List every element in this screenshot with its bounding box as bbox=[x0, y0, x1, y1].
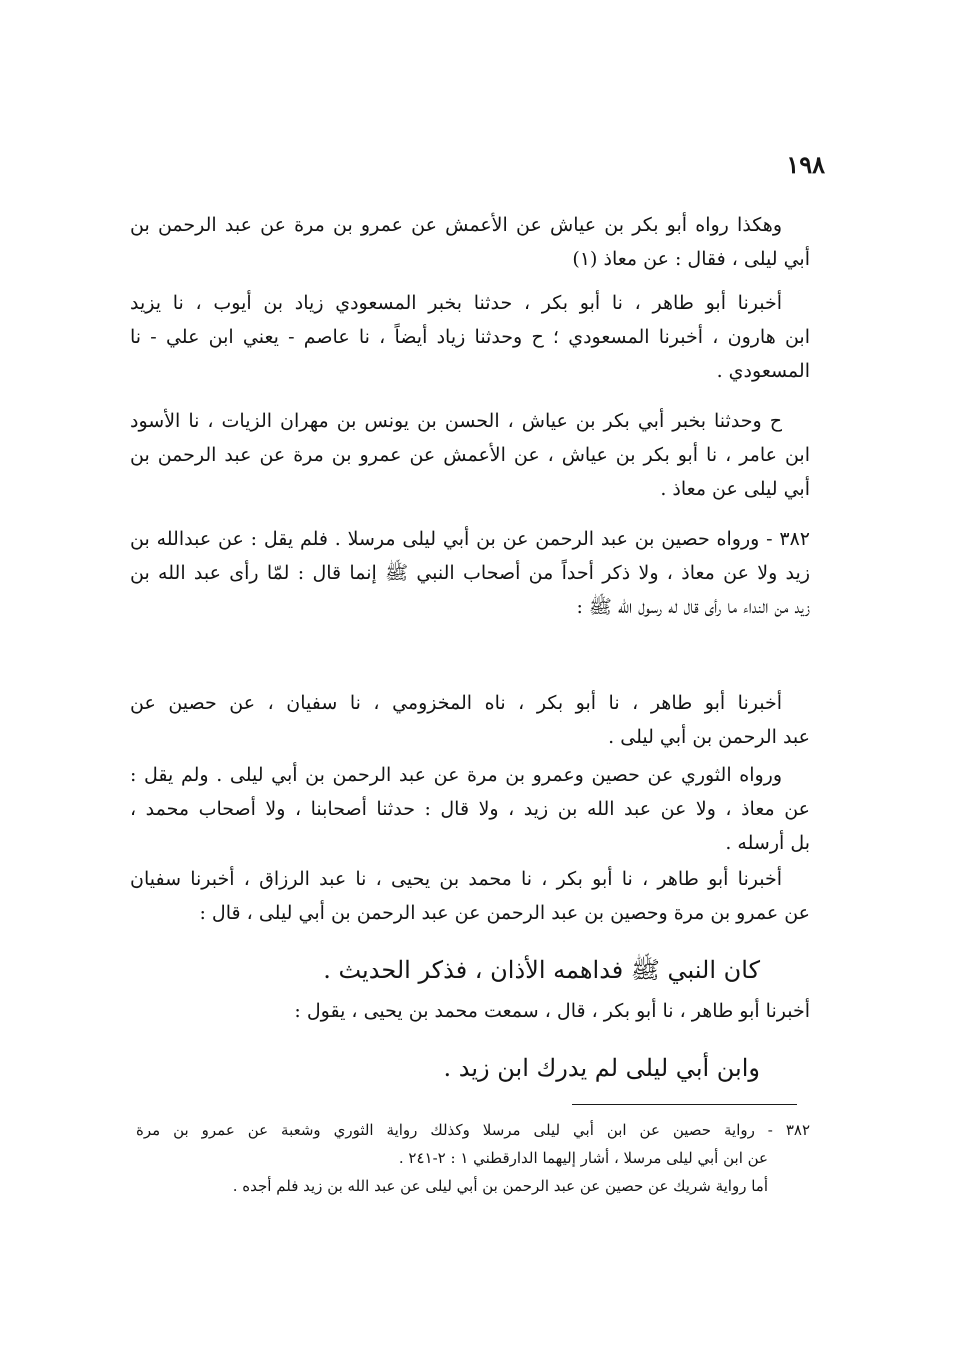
paragraph-3-line-2: ابن عامر ، نا أبو بكر بن عياش ، عن الأعمش عن عمرو بن مرة عن عبد الرحمن بن bbox=[130, 444, 810, 466]
paragraph-4-line-2: زيد ولا عن معاذ ، ولا ذكر أحداً من أصحاب النبي ﷺ إنما قال : لمّا رأى عبد الله بن bbox=[130, 562, 810, 584]
paragraph-7 bbox=[130, 862, 810, 930]
paragraph-2-line-3: المسعودي . bbox=[716, 360, 810, 382]
paragraph-4-line-3: زيد من النداء ما رأى قال له رسول الله ﷺ : bbox=[576, 596, 810, 618]
paragraph-5-line-1: أخبرنا أبو طاهر ، نا أبو بكر ، ناه المخزومي ، نا سفيان ، عن حصين عن bbox=[130, 692, 782, 714]
page-number: ١٩٨ bbox=[786, 150, 825, 179]
footnote-line-1: ٣٨٢ - رواية حصين عن ابن أبي ليلى مرسلا وكذلك رواية الثوري وشعبة عن عمرو بن مرة bbox=[136, 1121, 810, 1139]
paragraph-2-line-2: ابن هارون ، أخبرنا المسعودي ؛ ح وحدثنا زياد أيضاً ، نا عاصم - يعني ابن علي - نا bbox=[130, 326, 810, 348]
paragraph-1-line-2: أبي ليلى ، فقال : عن معاذ (١) bbox=[572, 248, 810, 270]
statement-quote-2: وابن أبي ليلى لم يدرك ابن زيد . bbox=[443, 1054, 760, 1082]
paragraph-6 bbox=[130, 758, 810, 860]
paragraph-6-line-1: ورواه الثوري عن حصين وعمرو بن مرة عن عبد الرحمن بن أبي ليلى . ولم يقل : bbox=[130, 764, 782, 786]
paragraph-2 bbox=[130, 286, 810, 388]
paragraph-7-line-2: عن عمرو بن مرة وحصين بن عبد الرحمن عن عبد الرحمن بن أبي ليلى ، قال : bbox=[199, 902, 810, 924]
paragraph-3-line-1: ح وحدثنا بخبر أبي بكر بن عياش ، الحسن بن يونس بن مهران الزيات ، نا الأسود bbox=[130, 410, 782, 432]
paragraph-4-line-1: ٣٨٢ - ورواه حصين بن عبد الرحمن عن بن أبي ليلى مرسلا . فلم يقل : عن عبدالله بن bbox=[130, 528, 810, 550]
footnote-line-3: أما رواية شريك عن حصين عن عبد الرحمن بن أبي ليلى عن عبد الله بن زيد فلم أجده . bbox=[232, 1177, 768, 1195]
paragraph-5 bbox=[130, 686, 810, 754]
paragraph-3 bbox=[130, 404, 810, 506]
footnote-line-2: عن ابن أبي ليلى مرسلا ، أشار إليهما الدارقطني ١ : ٢-٢٤١ . bbox=[398, 1149, 768, 1167]
paragraph-2-line-1: أخبرنا أبو طاهر ، نا أبو بكر ، حدثنا بخبر المسعودي زياد بن أيوب ، نا يزيد bbox=[130, 292, 782, 314]
footnote-separator bbox=[572, 1104, 797, 1105]
hadith-quote-1: كان النبي ﷺ فداهمه الأذان ، فذكر الحديث . bbox=[323, 956, 760, 984]
paragraph-8-line-1: أخبرنا أبو طاهر ، نا أبو بكر ، قال ، سمعت محمد بن يحيى ، يقول : bbox=[294, 1000, 810, 1022]
paragraph-7-line-1: أخبرنا أبو طاهر ، نا أبو بكر ، نا محمد بن يحيى ، نا عبد الرزاق ، أخبرنا سفيان bbox=[130, 868, 782, 890]
paragraph-4 bbox=[130, 522, 810, 624]
footnote bbox=[136, 1116, 810, 1200]
paragraph-1 bbox=[130, 208, 810, 276]
paragraph-3-line-3: أبي ليلى عن معاذ . bbox=[660, 478, 810, 500]
paragraph-1-line-1: وهكذا رواه أبو بكر بن عياش عن الأعمش عن عمرو بن مرة عن عبد الرحمن بن bbox=[130, 214, 782, 236]
paragraph-6-line-3: بل أرسله . bbox=[725, 832, 810, 854]
paragraph-8 bbox=[240, 994, 810, 1028]
paragraph-6-line-2: عن معاذ ، ولا عن عبد الله بن زيد ، ولا قال : حدثنا أصحابنا ، ولا أصحاب محمد ، bbox=[130, 798, 810, 820]
paragraph-5-line-2: عبد الرحمن بن أبي ليلى . bbox=[608, 726, 810, 748]
